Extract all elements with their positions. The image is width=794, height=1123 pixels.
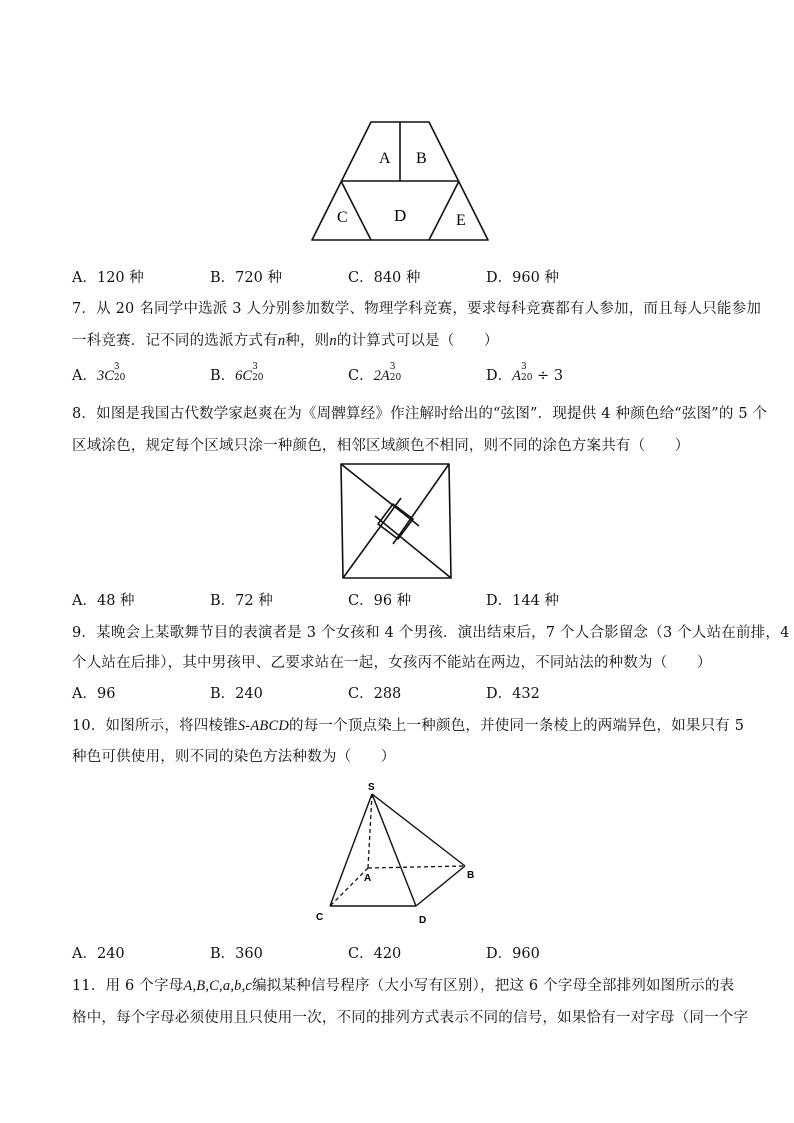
q6-label-c: C — [337, 209, 348, 226]
q7-option-b — [210, 362, 264, 386]
q6-label-a: A — [379, 150, 391, 167]
q8-outer-square — [341, 464, 451, 578]
q8-option-d: D．144 种 — [486, 593, 559, 609]
q7-option-c-letter: C． — [348, 368, 374, 384]
q11-var: A,B,C,a,b,c — [183, 978, 253, 994]
q7-option-b-sym: C — [242, 368, 253, 384]
q9-option-b: B．240 — [210, 686, 263, 702]
q10-label-a: A — [364, 873, 372, 884]
q9-option-d: D．432 — [486, 686, 540, 702]
q9-line-1: 9．某晚会上某歌舞节目的表演者是 3 个女孩和 4 个男孩．演出结束后，7 个人合影留念（3 个人站在前排，4 — [72, 625, 790, 641]
q10-line-2: 种色可供使用，则不同的染色方法种数为（ ） — [72, 749, 396, 765]
q7-option-d-sym: A — [512, 368, 521, 384]
q10-label-s: S — [368, 782, 375, 793]
q7-text-b: 种，则 — [285, 333, 330, 349]
q6-option-c: C．840 种 — [348, 270, 421, 286]
q11-line-1 — [72, 976, 734, 996]
q8-diag-1 — [341, 464, 419, 526]
q7-var-n1: n — [277, 333, 286, 349]
q6-label-d: D — [394, 206, 407, 225]
q6-right-divider — [429, 181, 459, 240]
q7-option-c-coef: 2 — [373, 368, 381, 384]
q7-option-a — [72, 362, 126, 386]
q8-figure — [337, 460, 455, 582]
q7-option-d-sup: 3 — [521, 362, 527, 372]
q6-label-e: E — [456, 212, 466, 229]
q7-option-d-letter: D． — [486, 368, 513, 384]
q7-line-2 — [72, 331, 499, 351]
q7-option-a-sup: 3 — [113, 362, 120, 372]
q10-var: S-ABCD — [237, 718, 289, 734]
q7-option-c-sub: 20 — [389, 373, 402, 383]
q7-option-b-sub: 20 — [252, 373, 264, 383]
q7-option-a-coef: 3 — [96, 368, 105, 384]
q8-diag-3 — [375, 516, 451, 578]
q10-edge-db — [416, 866, 465, 906]
q10-label-d: D — [419, 915, 427, 926]
q10-line-1 — [72, 716, 744, 736]
q8-diag-2 — [393, 464, 449, 544]
q11-line-2: 格中，每个字母必须使用且只使用一次，不同的排列方式表示不同的信号，如果恰有一对字母（同一个字 — [72, 1010, 749, 1026]
q8-option-a: A．48 种 — [72, 593, 135, 609]
q8-diag-4 — [343, 498, 401, 578]
q7-option-a-sym: C — [104, 368, 114, 384]
q10-label-c: C — [316, 912, 324, 923]
q7-option-d-tail: ÷ 3 — [532, 368, 564, 384]
q7-option-d-sub: 20 — [521, 373, 533, 383]
q9-option-a: A．96 — [72, 686, 116, 702]
q6-option-d: D．960 种 — [486, 270, 559, 286]
q6-label-b: B — [416, 150, 427, 167]
q10-edge-sa — [368, 794, 372, 868]
q8-line-2: 区域涂色，规定每个区域只涂一种颜色，相邻区域颜色不相同，则不同的涂色方案共有（ ） — [72, 438, 690, 454]
q11-text-b: 编拟某种信号程序（大小写有区别），把这 6 个字母全部排列如图所示的表 — [252, 978, 735, 994]
q7-option-c-sym: A — [380, 368, 390, 384]
q10-option-a: A．240 — [72, 946, 125, 962]
q7-option-a-letter: A． — [72, 368, 97, 384]
q10-label-b: B — [467, 870, 475, 881]
q10-option-c: C．420 — [348, 946, 402, 962]
q10-edge-ab — [368, 866, 465, 868]
q10-text-a: 10．如图所示，将四棱锥 — [72, 718, 238, 734]
q10-option-b: B．360 — [210, 946, 263, 962]
q8-option-c: C．96 种 — [348, 593, 412, 609]
q6-option-b: B．720 种 — [210, 270, 282, 286]
q7-option-b-letter: B． — [210, 368, 236, 384]
q7-option-a-sub: 20 — [113, 373, 126, 383]
q7-option-b-coef: 6 — [235, 368, 243, 384]
q9-line-2: 个人站在后排），其中男孩甲、乙要求站在一起，女孩丙不能站在两边，不同站法的种数为（ ） — [72, 655, 712, 671]
q10-edge-ac — [330, 868, 368, 906]
q7-var-n2: n — [329, 333, 337, 349]
q10-figure — [308, 778, 488, 930]
q9-option-c: C．288 — [348, 686, 402, 702]
q8-option-b: B．72 种 — [210, 593, 273, 609]
q6-option-a: A．120 种 — [72, 270, 144, 286]
q10-option-d: D．960 — [486, 946, 540, 962]
q7-option-d — [486, 362, 564, 386]
q8-line-1: 8．如图是我国古代数学家赵爽在为《周髀算经》作注解时给出的“弦图”．现提供 4 种颜色给“弦图”的 5 个 — [72, 406, 768, 422]
q7-option-b-sup: 3 — [252, 362, 258, 372]
q7-text-a: 一科竞赛．记不同的选派方式有 — [72, 333, 278, 349]
q7-option-c-sup: 3 — [389, 362, 396, 372]
q6-figure — [305, 115, 495, 245]
q7-line-1: 7．从 20 名同学中选派 3 人分别参加数学、物理学科竞赛，要求每科竞赛都有人参加，而且每人只能参加 — [72, 301, 762, 317]
q7-text-c: 的计算式可以是（ ） — [336, 333, 499, 349]
q11-text-a: 11．用 6 个字母 — [72, 978, 184, 994]
q10-edge-sc — [330, 794, 372, 906]
q10-text-b: 的每一个顶点染上一种颜色，并使同一条棱上的两端异色，如果只有 5 — [289, 718, 745, 734]
q7-option-c — [348, 362, 402, 386]
